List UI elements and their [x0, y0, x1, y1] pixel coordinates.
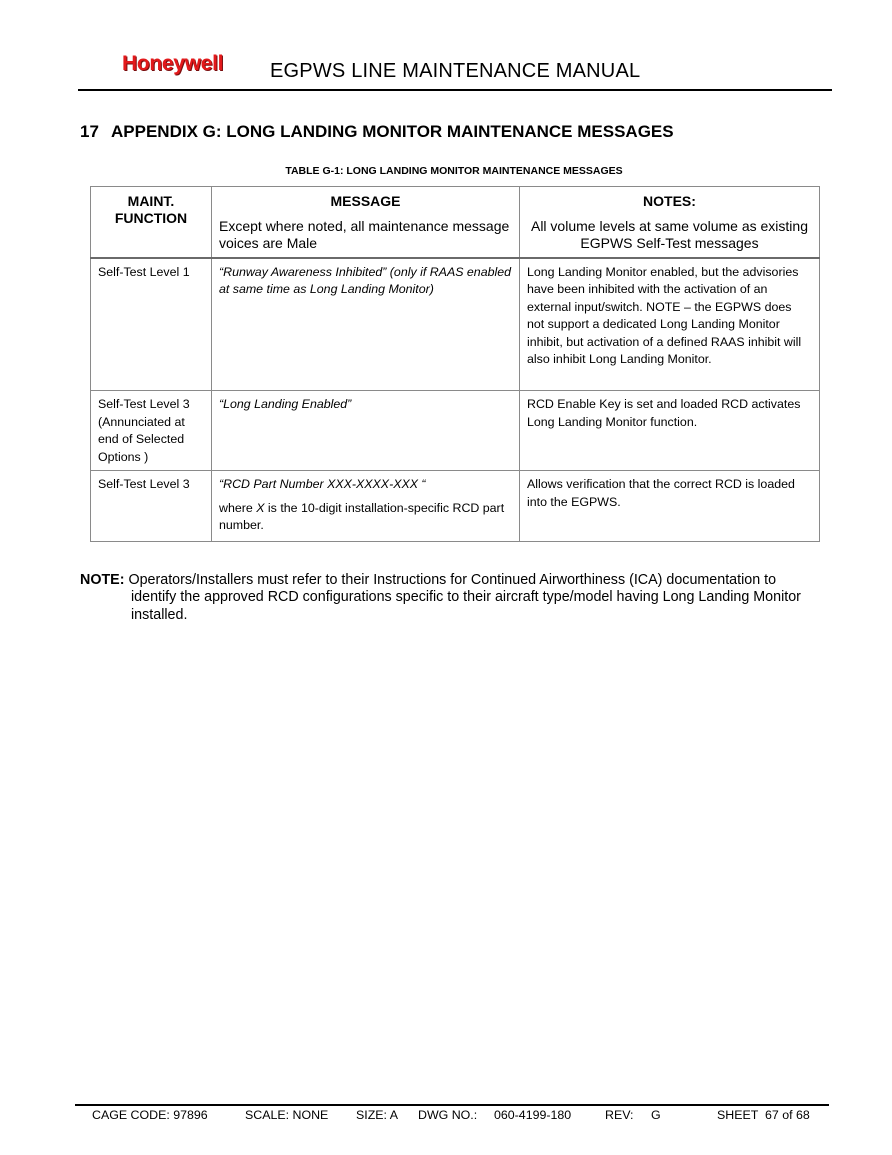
footer-dwg-number: 060-4199-180: [494, 1108, 572, 1122]
row-notes: RCD Enable Key is set and loaded RCD activates Long Landing Monitor function.: [520, 391, 820, 471]
row-function: Self-Test Level 1: [91, 258, 212, 391]
footer-scale: SCALE: NONE: [245, 1108, 329, 1122]
table-row: [91, 258, 820, 391]
row-function: Self-Test Level 3 (Annunciated at end of Selected Options ): [91, 391, 212, 471]
header-function: [91, 187, 212, 258]
header-message: [212, 187, 520, 258]
row-message-explanation: [219, 500, 512, 535]
variable-x: X: [256, 500, 265, 515]
section-number: 17: [80, 122, 99, 141]
footer-dwg-label: DWG NO.:: [418, 1108, 478, 1122]
row-notes: Allows verification that the correct RCD is loaded into the EGPWS.: [520, 471, 820, 542]
footer-rev-label: REV:: [605, 1108, 634, 1122]
row-message: [212, 471, 520, 542]
section-title: APPENDIX G: LONG LANDING MONITOR MAINTENANCE MESSAGES: [111, 122, 674, 141]
header-message-subtext: Except where noted, all maintenance message voices are Male: [219, 218, 510, 251]
where-word: where: [219, 500, 253, 515]
header-function-label: MAINT. FUNCTION: [114, 193, 188, 226]
footer-rev: G: [651, 1108, 661, 1122]
header-rule: [78, 89, 832, 91]
manual-title: EGPWS LINE MAINTENANCE MANUAL: [270, 60, 641, 82]
note-rest: identify the approved RCD configurations specific to their aircraft type/model having Long Landing Monitor installed.: [131, 589, 801, 623]
row-message-part-number: “RCD Part Number XXX-XXXX-XXX “: [219, 477, 426, 491]
header-message-label: MESSAGE: [330, 193, 401, 209]
footer-cage-code: CAGE CODE: 97896: [92, 1108, 208, 1122]
row-message: “Long Landing Enabled”: [212, 391, 520, 471]
table-header-row: [91, 187, 820, 258]
header-notes-subtext: All volume levels at same volume as existing EGPWS Self-Test messages: [530, 218, 808, 251]
note-paragraph: [80, 572, 825, 624]
row-function: Self-Test Level 3: [91, 471, 212, 542]
honeywell-logo: Honeywell: [122, 52, 224, 75]
row-notes: Long Landing Monitor enabled, but the advisories have been inhibited with the activation of an external input/switch. NOTE – the EGPWS does not support a dedicated Long Landing Monitor inhibit, but activation of a defined RAAS inhibit will also inhibit Long Landing Monitor.: [520, 258, 820, 391]
footer-sheet: SHEET 67 of 68: [717, 1108, 810, 1122]
header-notes: [520, 187, 820, 258]
explanation-rest: is the 10-digit installation-specific RCD part number.: [219, 500, 505, 532]
section-heading: [80, 122, 674, 142]
note-line1: Operators/Installers must refer to their Instructions for Continued Airworthiness (ICA) documentation to: [128, 572, 777, 588]
note-label: NOTE:: [80, 572, 125, 588]
footer-size: SIZE: A: [356, 1108, 399, 1122]
footer-rule: [75, 1104, 829, 1106]
table-row: [91, 471, 820, 542]
table-row: [91, 391, 820, 471]
table-caption: TABLE G-1: LONG LANDING MONITOR MAINTENANCE MESSAGES: [285, 165, 623, 177]
row-message: “Runway Awareness Inhibited” (only if RAAS enabled at same time as Long Landing Monitor): [212, 258, 520, 391]
maintenance-messages-table: [90, 186, 820, 542]
header-notes-label: NOTES:: [643, 193, 696, 209]
